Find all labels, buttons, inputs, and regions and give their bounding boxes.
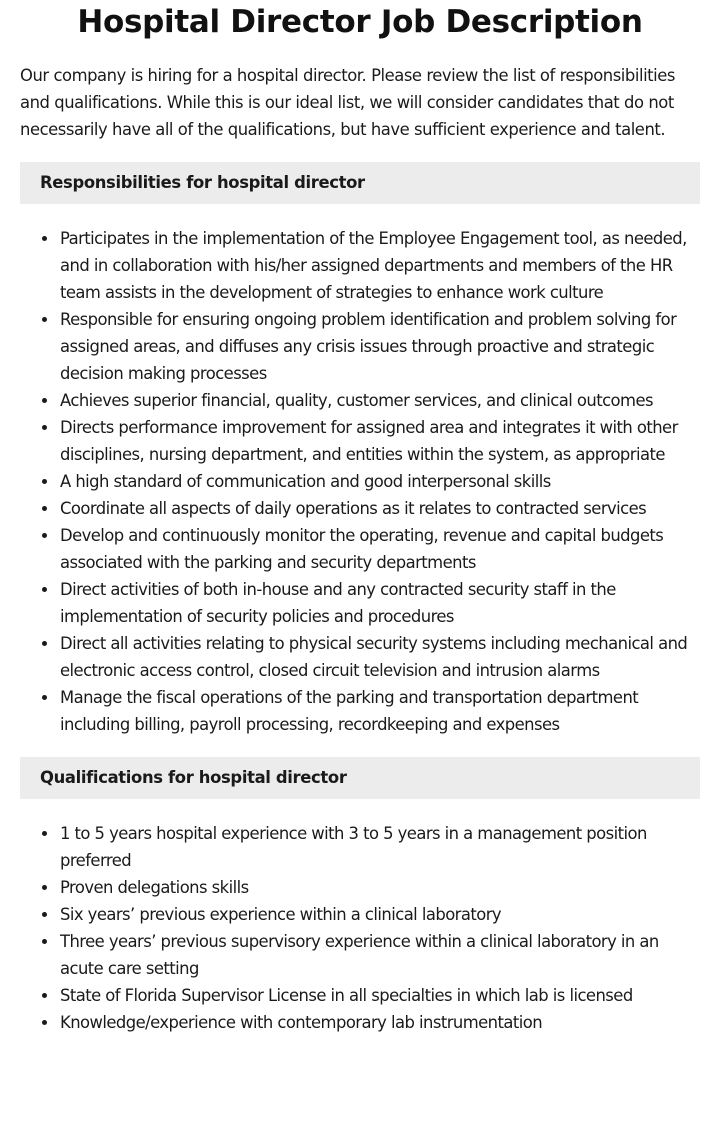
responsibilities-heading: Responsibilities for hospital director (20, 162, 700, 204)
list-item: State of Florida Supervisor License in all specialties in which lab is licensed (60, 982, 700, 1009)
list-item: Three years’ previous supervisory experience within a clinical laboratory in an acute care setting (60, 928, 700, 982)
intro-paragraph: Our company is hiring for a hospital director. Please review the list of responsibilities and qualifications. While this is our ideal list, we will consider candidates that do not necessarily have all of the qualifications, but have sufficient experience and talent. (20, 66, 675, 139)
list-item: A high standard of communication and good interpersonal skills (60, 468, 700, 495)
responsibilities-list (20, 225, 700, 738)
list-item: Manage the fiscal operations of the parking and transportation department including billing, payroll processing, recordkeeping and expenses (60, 684, 700, 738)
list-item: Responsible for ensuring ongoing problem identification and problem solving for assigned areas, and diffuses any crisis issues through proactive and strategic decision making processes (60, 306, 700, 387)
list-item: Six years’ previous experience within a clinical laboratory (60, 901, 700, 928)
list-item: Knowledge/experience with contemporary lab instrumentation (60, 1009, 700, 1036)
qualifications-list (20, 820, 700, 1036)
list-item: Participates in the implementation of the Employee Engagement tool, as needed, and in collaboration with his/her assigned departments and members of the HR team assists in the development of strategies to enhance work culture (60, 225, 700, 306)
list-item: Achieves superior financial, quality, customer services, and clinical outcomes (60, 387, 700, 414)
page-title: Hospital Director Job Description (77, 4, 643, 40)
list-item: Direct all activities relating to physical security systems including mechanical and electronic access control, closed circuit television and intrusion alarms (60, 630, 700, 684)
list-item: Coordinate all aspects of daily operations as it relates to contracted services (60, 495, 700, 522)
list-item: Proven delegations skills (60, 874, 700, 901)
list-item: Directs performance improvement for assigned area and integrates it with other disciplines, nursing department, and entities within the system, as appropriate (60, 414, 700, 468)
qualifications-heading: Qualifications for hospital director (20, 757, 700, 799)
list-item: Direct activities of both in-house and any contracted security staff in the implementation of security policies and procedures (60, 576, 700, 630)
list-item: 1 to 5 years hospital experience with 3 to 5 years in a management position preferred (60, 820, 700, 874)
list-item: Develop and continuously monitor the operating, revenue and capital budgets associated with the parking and security departments (60, 522, 700, 576)
